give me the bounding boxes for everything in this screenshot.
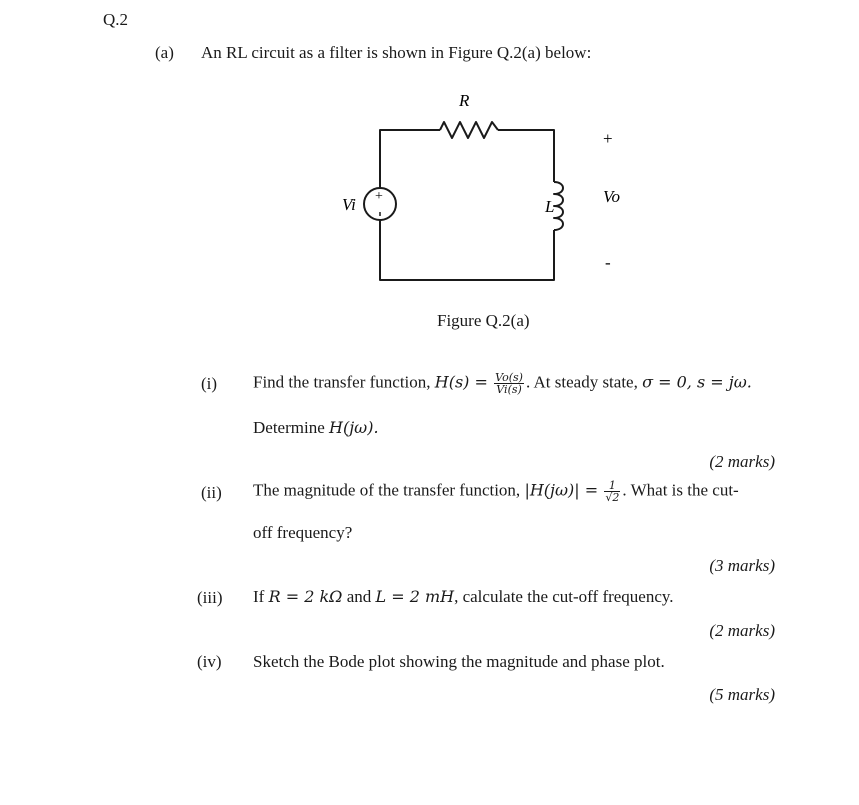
output-plus: + bbox=[603, 129, 613, 148]
item-i-frac-den: Vi(s) bbox=[496, 383, 522, 396]
figure-caption: Figure Q.2(a) bbox=[437, 311, 530, 330]
item-ii-line2: off frequency? bbox=[253, 523, 353, 542]
question-number: Q.2 bbox=[103, 10, 129, 29]
item-i-math-cond: σ = 0, s = jω. bbox=[642, 372, 752, 392]
item-ii-label: (ii) bbox=[201, 483, 222, 502]
item-iv-marks: (5 marks) bbox=[709, 685, 775, 704]
part-a-label: (a) bbox=[155, 43, 174, 62]
item-i-line2 bbox=[253, 418, 379, 438]
source-label: Vi bbox=[342, 195, 356, 214]
item-iv-label: (iv) bbox=[197, 652, 222, 671]
rl-circuit-figure bbox=[0, 0, 859, 340]
item-ii-frac-num: 1 bbox=[604, 480, 620, 492]
item-iii-m2: L = 2 mH bbox=[375, 587, 455, 606]
wire-top-right bbox=[498, 130, 554, 182]
source-plus: + bbox=[375, 189, 383, 204]
wire-right-bottom bbox=[380, 220, 554, 280]
item-iii-t2: and bbox=[342, 587, 376, 606]
wire-top-left bbox=[380, 130, 440, 188]
item-i-frac-num: Vo(s) bbox=[495, 371, 523, 384]
item-i-marks: (2 marks) bbox=[709, 452, 775, 471]
item-i-line2-math: H(jω). bbox=[329, 418, 379, 437]
resistor-symbol bbox=[440, 122, 498, 138]
item-iii-t1: If bbox=[253, 587, 269, 606]
item-iii-label: (iii) bbox=[197, 588, 223, 607]
output-label: Vo bbox=[603, 187, 620, 206]
item-iii-m1: R = 2 kΩ bbox=[268, 587, 343, 606]
item-i-line1 bbox=[253, 372, 752, 395]
item-i-text-before: Find the transfer function, bbox=[253, 372, 435, 392]
item-i-text-after: . At steady state, bbox=[525, 372, 643, 392]
item-ii-text-before: The magnitude of the transfer function, bbox=[253, 480, 525, 500]
item-iv-text: Sketch the Bode plot showing the magnitude and phase plot. bbox=[253, 652, 665, 671]
item-ii-frac-den: √2 bbox=[605, 491, 620, 504]
item-ii-line1 bbox=[253, 480, 739, 503]
item-iii-t3: , calculate the cut-off frequency. bbox=[454, 587, 674, 606]
item-i-label: (i) bbox=[201, 374, 218, 393]
part-a-intro: An RL circuit as a filter is shown in Figure Q.2(a) below: bbox=[201, 43, 592, 62]
item-ii-text-after: . What is the cut- bbox=[622, 480, 739, 500]
item-i-line2-text: Determine bbox=[253, 418, 329, 437]
item-ii-marks: (3 marks) bbox=[709, 556, 775, 575]
item-ii-math-mag: |H(jω)| = bbox=[524, 480, 599, 500]
item-i-fraction bbox=[494, 372, 524, 395]
resistor-label: R bbox=[459, 91, 470, 110]
item-i-math-h: H(s) = bbox=[434, 372, 488, 392]
item-ii-fraction bbox=[604, 480, 620, 503]
item-iii-line bbox=[253, 587, 674, 607]
inductor-label: L bbox=[545, 197, 555, 216]
item-iii-marks: (2 marks) bbox=[709, 621, 775, 640]
inductor-symbol bbox=[554, 182, 563, 230]
output-minus: - bbox=[605, 253, 611, 272]
